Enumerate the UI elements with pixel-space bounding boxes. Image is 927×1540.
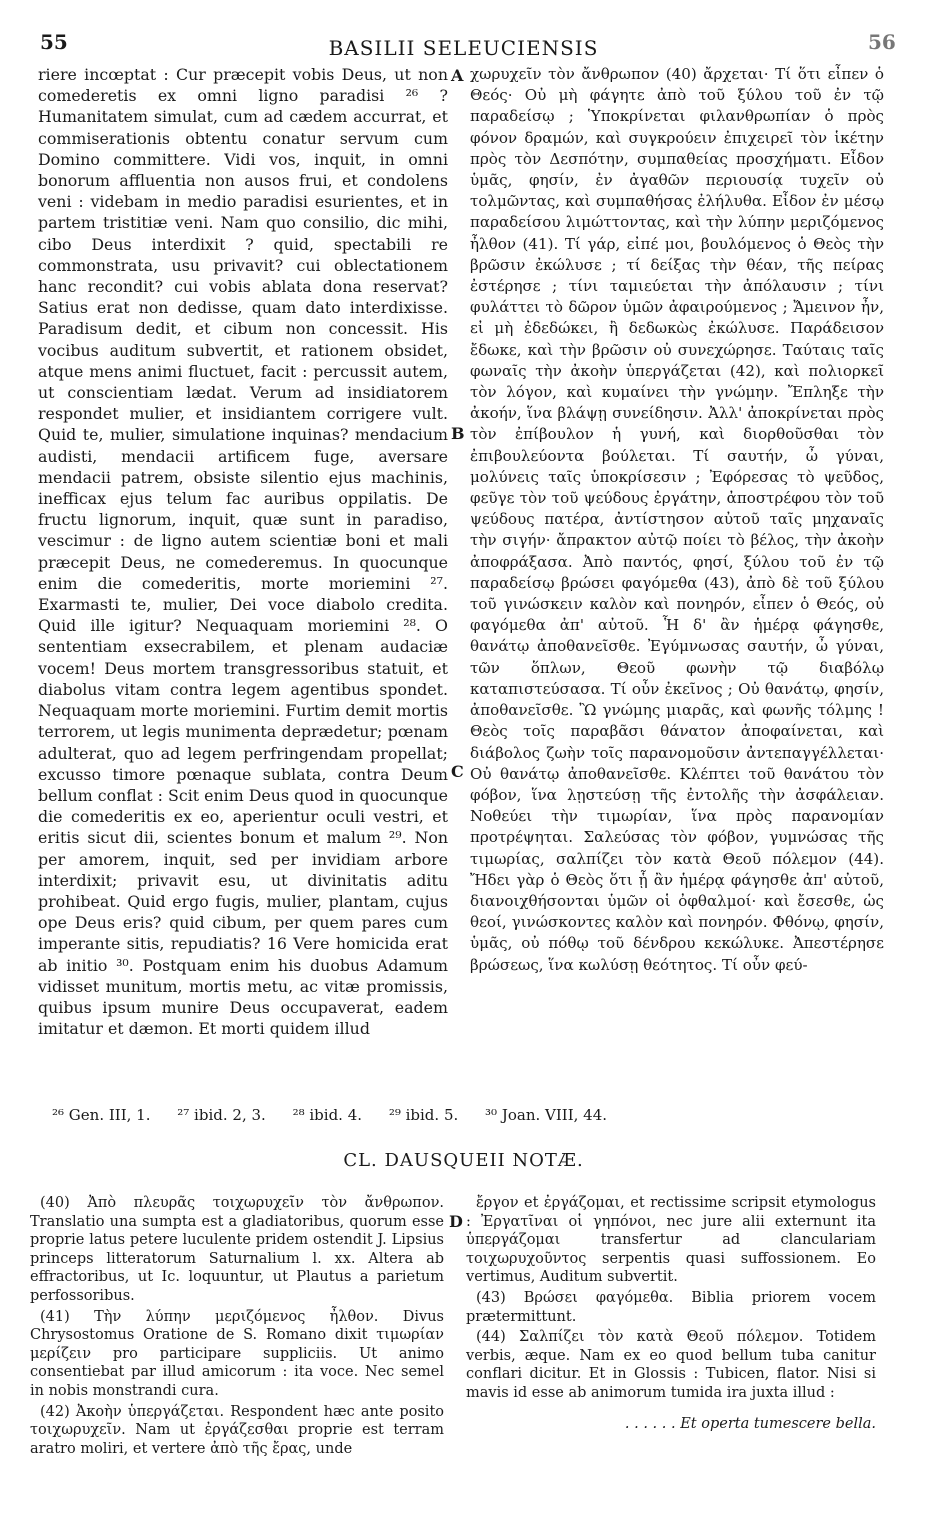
- greek-column: [470, 64, 884, 976]
- footnote: ³⁰ Joan. VIII, 44.: [485, 1106, 608, 1124]
- running-head: BASILII SELEUCIENSIS: [328, 36, 599, 60]
- note-paragraph: (41) Τὴν λύπην μεριζόμενος ἦλθον. Divus Chrysostomus Oratione de S. Romano dixit τιμωρίαν μερίζειν pro participare suppliciis. Ut animo consentiebat par illud amicorum : ita voce. Nec semel in nobis monstrandi cura.: [30, 1308, 444, 1399]
- notes-title: CL. DAUSQUEII NOTÆ.: [343, 1150, 584, 1171]
- notes-left-column: [30, 1194, 444, 1460]
- note-paragraph: (40) Ἀπὸ πλευρᾶς τοιχωρυχεῖν τὸν ἄνθρωπον. Translatio una sumpta est a gladiatoribus, quorum esse proprie latus petere luculente pridem ostendit J. Lipsius princeps litteratorum Saturnalium l. xx. Altera ab effractoribus, ut Ic. loquuntur, ut Plautus a parietum perfossoribus.: [30, 1195, 444, 1304]
- footnote: ²⁸ ibid. 4.: [292, 1106, 363, 1124]
- note-paragraph: (43) Βρώσει φαγόμεθα. Biblia priorem vocem prætermittunt.: [466, 1289, 876, 1325]
- margin-letter-b: B: [451, 424, 465, 443]
- notes-right-column: [466, 1194, 876, 1435]
- margin-letter-c: C: [451, 762, 464, 781]
- page-number-left: 55: [40, 30, 68, 54]
- note-verse: . . . . . . Et operta tumescere bella.: [624, 1415, 876, 1432]
- footnote: ²⁶ Gen. III, 1.: [52, 1106, 151, 1124]
- footnote: ²⁹ ibid. 5.: [388, 1106, 459, 1124]
- greek-paragraph: χωρυχεῖν τὸν ἄνθρωπον (40) ἄρχεται· Τί ὅτι εἶπεν ὁ Θεός· Οὐ μὴ φάγητε ἀπὸ τοῦ ξύλου τοῦ ἐν τῷ παραδείσῳ ; Ὑποκρίνεται φιλανθρωπίαν ὁ πρὸς φόνον δραμών, καὶ συγκρούειν ἐπιχειρεῖ τὸν ἱκέτην πρὸς τὸν Δεσπότην, συμπαθείας προσχήματι. Εἶδον ὑμᾶς, φησίν, ἐν ἀγαθῶν περιουσίᾳ τυχεῖν οὐ τολμῶντας, καὶ συμπαθήσας ἐλήλυθα. Εἶδον ἐν μέσῳ παραδείσου λιμώττοντας, καὶ τὴν λύπην μεριζόμενος ἦλθον (41). Τί γάρ, εἰπέ μοι, βουλόμενος ὁ Θεὸς τὴν βρῶσιν ἐκώλυσε ; τί δείξας τὴν θέαν, τῆς πείρας ἐστέρησε ; τίνι ταμιεύεται τὴν ἀπόλαυσιν ; τίνι φυλάττει τὸ δῶρον ὑμῶν ἀφαιρούμενος ; Ἄμεινον ἦν, εἰ μὴ ἐδεδώκει, ἢ δεδωκὼς ἐκώλυσε. Παράδεισον ἔδωκε, καὶ τὴν βρῶσιν οὐ συνεχώρησε. Ταύταις ταῖς φωναῖς τὴν ἀκοὴν ὑπεργάζεται (42), καὶ πολιορκεῖ τὸν λόγον, καὶ κυμαίνει τὴν γνώμην. Ἔπληξε τὴν ἀκοήν, ἵνα βλάψῃ συνείδησιν. Ἀλλ' ἀποκρίνεται πρὸς τὸν ἐπίβουλον ἡ γυνή, καὶ διορθοῦσθαι τὸν ἐπιβουλεύοντα βούλεται. Τί σαυτήν, ὦ γύναι, μολύνεις ταῖς ὑποκρίσεσιν ; Ἐφόρεσας τὸ ψεῦδος, φεῦγε τὸν τοῦ ψεύδους ἐργάτην, ἀποστρέφου τὸν τοῦ ψεύδους πατέρα, ἀντίστησον αὐτοῦ ταῖς μηχαναῖς τὴν σιγήν· ἄπρακτον αὐτῷ ποίει τὸ βέλος, τὴν ἀκοὴν ἀποφράξασα. Ἀπὸ παντός, φησί, ξύλου τοῦ ἐν τῷ παραδείσῳ βρώσει φαγόμεθα (43), ἀπὸ δὲ τοῦ ξύλου τοῦ γινώσκειν καλὸν καὶ πονηρόν, εἶπεν ὁ Θεός, οὐ φαγόμεθα ἀπ' αὐτοῦ. Ἧ δ' ἂν ἡμέρᾳ φάγησθε, θανάτῳ ἀποθανεῖσθε. Ἐγύμνωσας σαυτήν, ὦ γύναι, τῶν ὅπλων, Θεοῦ φωνὴν τῷ διαβόλῳ καταπιστεύσασα. Τί οὖν ἐκεῖνος ; Οὐ θανάτῳ, φησίν, ἀποθανεῖσθε. Ὢ γνώμης μιαρᾶς, καὶ φωνῆς τόλμης ! Θεὸς τοῖς παραβᾶσι θάνατον ἀποφαίνεται, καὶ διάβολος ζωὴν τοῖς παρανομοῦσιν ἀντεπαγγέλλεται· Οὐ θανάτῳ ἀποθανεῖσθε. Κλέπτει τοῦ θανάτου τὸν φόβον, ἵνα λῃστεύσῃ τῆς ἐντολῆς τὴν ἀσφάλειαν. Νοθεύει τὴν τιμωρίαν, ἵνα πρὸς παρανομίαν προτρέψηται. Σαλεύσας τὸν φόβον, γυμνώσας τῆς τιμωρίας, σαλπίζει τὸν κατὰ Θεοῦ πόλεμον (44). Ἤδει γὰρ ὁ Θεὸς ὅτι ᾗ ἂν ἡμέρᾳ φάγησθε ἀπ' αὐτοῦ, διανοιχθήσονται ὑμῶν οἱ ὀφθαλμοί· καὶ ἔσεσθε, ὡς θεοί, γινώσκοντες καλὸν καὶ πονηρόν. Φθόνῳ, φησίν, ὑμᾶς, οὐ πόθῳ τοῦ δένδρου κεκώλυκε. Ἀπεστέρησε βρώσεως, ἵνα κωλύσῃ θεότητος. Τί οὖν φεύ-: [470, 65, 884, 974]
- footnote: ²⁷ ibid. 2, 3.: [177, 1106, 266, 1124]
- latin-column: [38, 64, 448, 1039]
- footnotes: [52, 1106, 872, 1124]
- margin-letter-d: D: [449, 1212, 463, 1231]
- latin-paragraph: riere incœptat : Cur præcepit vobis Deus, ut non comederetis ex omni ligno paradisi ²⁶ ? Humanitatem simulat, cum ad cædem accurrat, et commiserationis obtentu conatur servum cum Domino committere. Vidi vos, inquit, in omni bonorum affluentia non ausos frui, et condolens veni : videbam in medio paradisi esurientes, et in partem tristitiæ veni. Nam quo consilio, dic mihi, cibo Deus interdixit ? quid, spectabili re commonstrata, usu privavit? cui oblectationem hanc recondit? cui vobis ablata dona reservat? Satius erat non dedisse, quam dato interdixisse. Paradisum dedit, et cibum non concessit. His vocibus auditum subvertit, et rationem obsidet, atque mens animi fluctuet, facit : percussit autem, ut conscientiam lædat. Verum ad insidiatorem respondet mulier, et insidiantem corrigere vult. Quid te, mulier, simulatione inquinas? mendacium audisti, mendacii artificem fuge, aversare mendacii patrem, obsiste silentio ejus machinis, inefficax ejus telum fac auribus oppilatis. De fructu lignorum, inquit, quæ sunt in paradiso, vescimur : de ligno autem scientiæ boni et mali præcepit Deus, ne comederemus. In quocunque enim die comederitis, morte moriemini ²⁷. Exarmasti te, mulier, Dei voce diabolo credita. Quid ille igitur? Nequaquam moriemini ²⁸. O sententiam exsecrabilem, et plenam audaciæ vocem! Deus mortem transgressoribus statuit, et diabolus vitam contra legem agentibus spondet. Nequaquam morte moriemini. Furtim demit mortis terrorem, ut legis munimenta deprædetur; pœnam adulterat, quo ad legem perfringendam propellat; excusso timore pœnaque sublata, contra Deum bellum conflat : Scit enim Deus quod in quocunque die comederitis ex eo, aperientur oculi vestri, et eritis sicut dii, scientes bonum et malum ²⁹. Non per amorem, inquit, sed per invidiam arbore interdixit; privavit esu, ut divinitatis aditu prohibeat. Quid ergo fugis, mulier, plantam, cujus ope Deus eris? quid cibum, per quem pares cum imperante sitis, repudiatis? 16 Vere homicida erat ab initio ³⁰. Postquam enim his duobus Adamum vidisset munitum, mortis metu, ac vitæ promissis, quibus ipsum munire Deus occupaverat, eadem imitatur et dæmon. Et morti quidem illud: [38, 65, 448, 1039]
- note-paragraph: (44) Σαλπίζει τὸν κατὰ Θεοῦ πόλεμον. Totidem verbis, æque. Nam ex eo quod bellum tuba canitur conflari dicitur. Et in Glossis : Tubicen, flator. Nisi si mavis id esse ab animorum tumida ira juxta illud :: [466, 1329, 876, 1401]
- note-paragraph: (42) Ἀκοὴν ὑπεργάζεται. Respondent hæc ante posito τοιχωρυχεῖν. Nam ut ἐργάζεσθαι proprie est terram aratro moliri, et vertere ἀπὸ τῆς ἔρας, unde: [30, 1403, 444, 1457]
- page-number-right: 56: [868, 30, 896, 54]
- note-paragraph: ἔργον et ἐργάζομαι, et rectissime scripsit etymologus : Ἐργατῖναι οἱ γηπόνοι, nec jure alii externunt ita ὑπεργάζομαι transfertur ad clanculariam τοιχωρυχοῦντος serpentis quasi suffossionem. Eo vertimus, Auditum subvertit.: [466, 1195, 876, 1286]
- margin-letter-a: A: [451, 66, 464, 85]
